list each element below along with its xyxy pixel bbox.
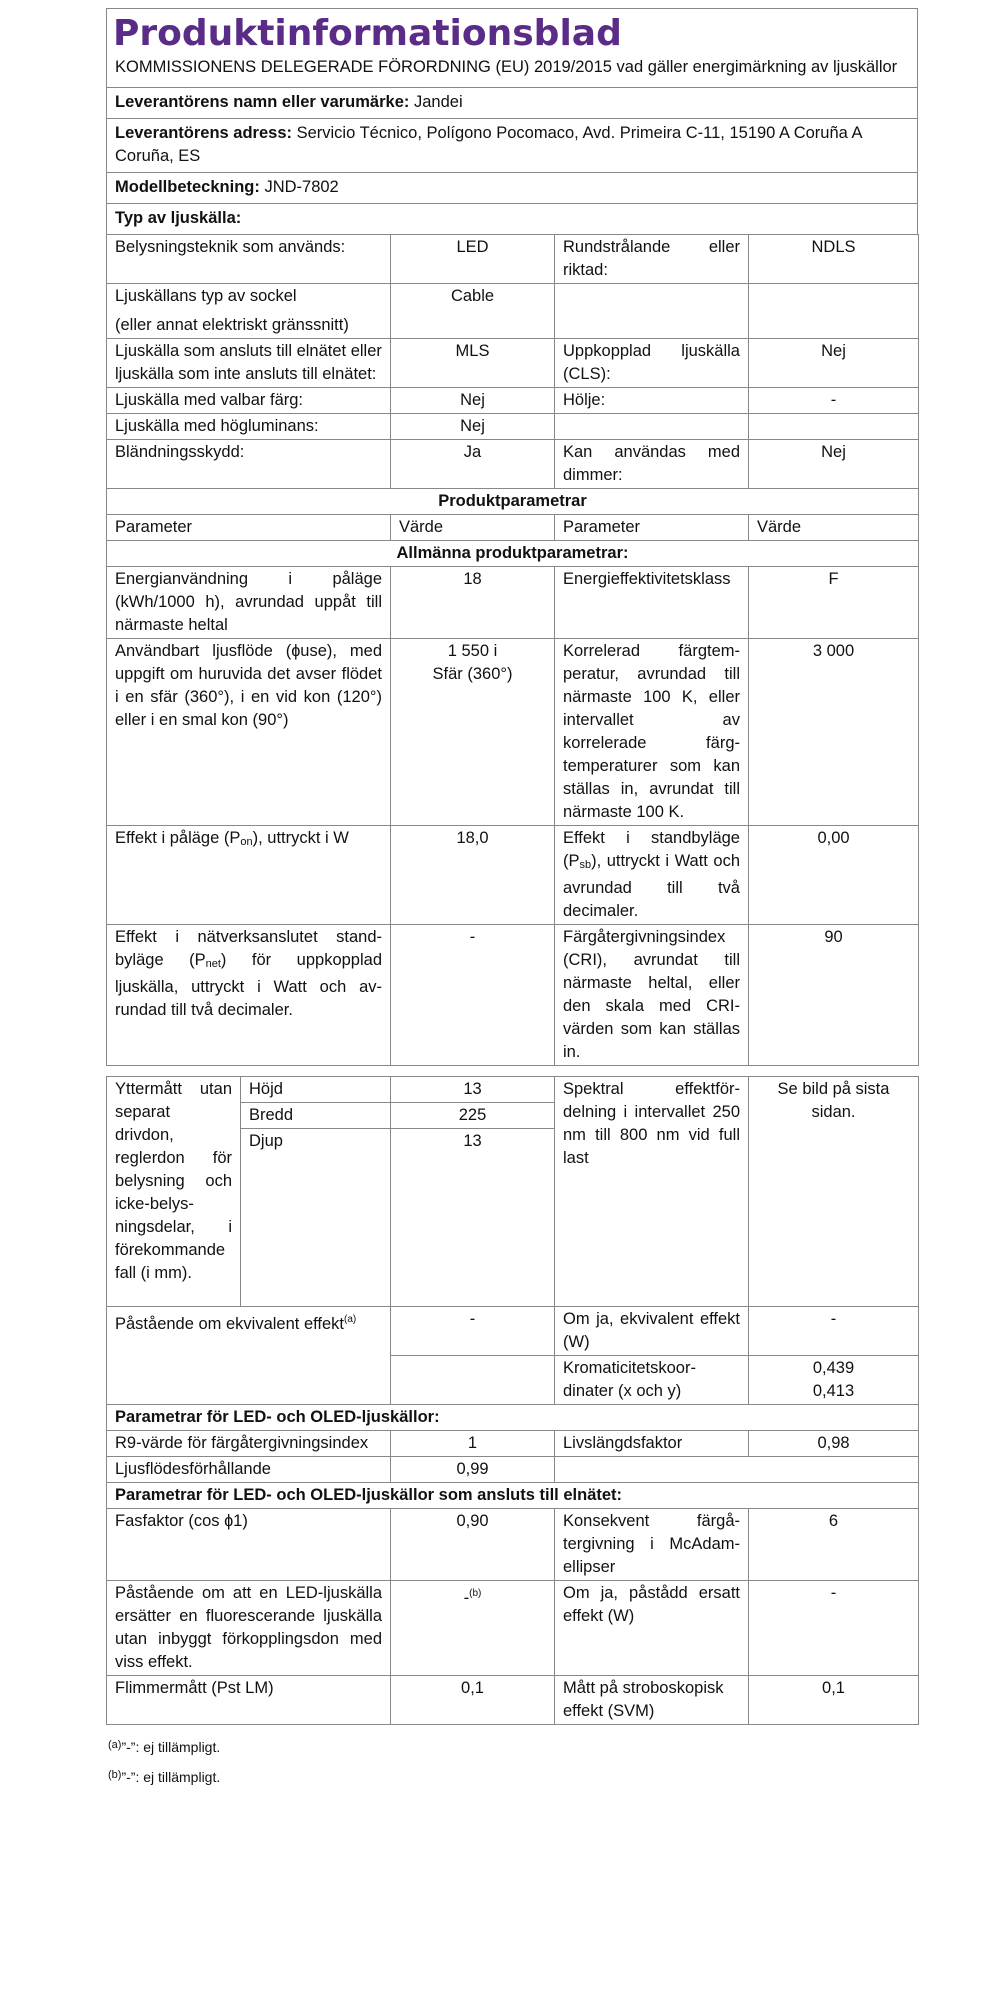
section-header-row: Parametrar för LED- och OLED-ljuskällor som ansluts till elnätet: — [107, 1482, 919, 1508]
model-label: Modellbeteckning: — [115, 178, 260, 196]
regulation-text: KOMMISSIONENS DELEGERADE FÖRORDNING (EU) 2019/2015 vad gäller energimärkning av ljuskällor — [115, 58, 898, 76]
dimensions-label: Yttermått utan separat drivdon, reglerdon för belysning och icke-belysningsdelar, i förekommande fall (i mm). — [107, 1076, 241, 1306]
section-header-row: Produktparametrar — [107, 488, 919, 514]
document — [106, 8, 918, 1791]
supplier-name-value: Jandei — [413, 93, 463, 111]
table-row: Fasfaktor (cos ɸ1) 0,90 Konsekvent färgåtergivning i McAdam-ellipser 6 — [107, 1508, 919, 1580]
col-value: Värde — [391, 514, 555, 540]
col-param: Parameter — [107, 514, 391, 540]
table-row: Påstående om ekvivalent effekt$^{(a)}$ - Om ja, ekvivalent effekt (W) - — [107, 1306, 919, 1355]
footnote-a: $^{(a)}$”-”: ej tillämpligt. — [108, 1738, 221, 1755]
model-row — [107, 172, 917, 203]
spacer — [106, 1066, 918, 1076]
table-row: Yttermått utan separat drivdon, reglerdon för belysning och icke-belysningsdelar, i förekommande fall (i mm). Höjd 13 Spektral effektfördelning i intervallet 250 nm till 800 nm vid full last Se bild på sista sidan. — [107, 1076, 919, 1102]
footnotes — [106, 1731, 918, 1791]
col-param: Parameter — [555, 514, 749, 540]
table-row: Ljuskälla som ansluts till elnätet eller ljuskälla som inte ansluts till elnätet: MLS Uppkopplad ljuskälla (CLS): Nej — [107, 338, 919, 387]
table-row: Bländningsskydd: Ja Kan användas med dimmer: Nej — [107, 439, 919, 488]
table-row: Användbart ljusflöde (ɸuse), med uppgift om huruvida det avser flödet i en sfär (360°), i en vid kon (120°) eller i en smal kon (90°) 1 550 i Sfär (360°) Korrelerad färgtemperatur, avrundad till närmaste 100 K, eller intervallet av korrelerade färgtemperaturer som kan ställas in, avrundat till närmaste 100 K. 3 000 — [107, 638, 919, 825]
light-type-header: Typ av ljuskälla: — [107, 203, 917, 234]
page-title: Produktinformationsblad — [113, 13, 622, 54]
section-header-row: Parametrar för LED- och OLED-ljuskällor: — [107, 1404, 919, 1430]
table-row: R9-värde för färgåtergivningsindex 1 Livslängdsfaktor 0,98 — [107, 1430, 919, 1456]
table-row: Effekt i påläge (Pon), uttryckt i W 18,0 Effekt i standbyläge (Psb), uttryckt i Watt och avrundad till två decimaler. 0,00 — [107, 825, 919, 924]
header-block — [106, 8, 918, 235]
product-params-table — [106, 1076, 919, 1725]
table-row: Flimmermått (Pst LM) 0,1 Mått på stroboskopisk effekt (SVM) 0,1 — [107, 1675, 919, 1724]
supplier-name-row — [107, 87, 917, 118]
table-row: Påstående om att en LED-ljuskälla ersätter en fluorescerande ljuskälla utan inbyggt förkopplingsdon med viss effekt. -$^{(b)}$ Om ja, påstådd ersatt effekt (W) - — [107, 1580, 919, 1675]
light-type-table — [106, 234, 919, 1066]
table-row: Effekt i nätverksanslutet standbyläge (Pnet) för uppkopplad ljuskälla, uttryckt i Watt och avrundad till två decimaler. - Färgåtergivningsindex (CRI), avrundat till närmaste heltal, eller den skala med CRI-värden som kan ställas in. 90 — [107, 924, 919, 1065]
table-row: Ljuskälla med högluminans: Nej — [107, 413, 919, 439]
table-row: Kromaticitetskoordinater (x och y) 0,439 0,413 — [107, 1355, 919, 1404]
table-row: Ljuskälla med valbar färg: Nej Hölje: - — [107, 387, 919, 413]
footnote-b: $^{(b)}$”-”: ej tillämpligt. — [108, 1768, 221, 1785]
table-row: Ljuskällans typ av sockel (eller annat elektriskt gränssnitt) Cable — [107, 283, 919, 338]
table-row: Ljusflödesförhållande 0,99 — [107, 1456, 919, 1482]
supplier-address-row — [107, 118, 917, 172]
table-row: Bredd 225 — [107, 1102, 919, 1128]
table-row: Belysningsteknik som används: LED Rundstrålande eller riktad: NDLS — [107, 234, 919, 283]
table-row: Energianvändning i påläge (kWh/1000 h), avrundad uppåt till närmaste heltal 18 Energieffektivitetsklass F — [107, 566, 919, 638]
supplier-address-value: Servicio Técnico, Polígono Pocomaco, Avd. Primeira C-11, 15190 A Coruña A Coruña, ES — [115, 124, 862, 165]
section-header-row: Allmänna produktparametrar: — [107, 540, 919, 566]
supplier-address-label: Leverantörens adress: — [115, 124, 292, 142]
col-value: Värde — [749, 514, 919, 540]
column-header-row — [107, 514, 919, 540]
supplier-name-label: Leverantörens namn eller varumärke: — [115, 93, 410, 111]
table-row: Djup 13 — [107, 1128, 919, 1306]
model-value: JND-7802 — [264, 178, 339, 196]
